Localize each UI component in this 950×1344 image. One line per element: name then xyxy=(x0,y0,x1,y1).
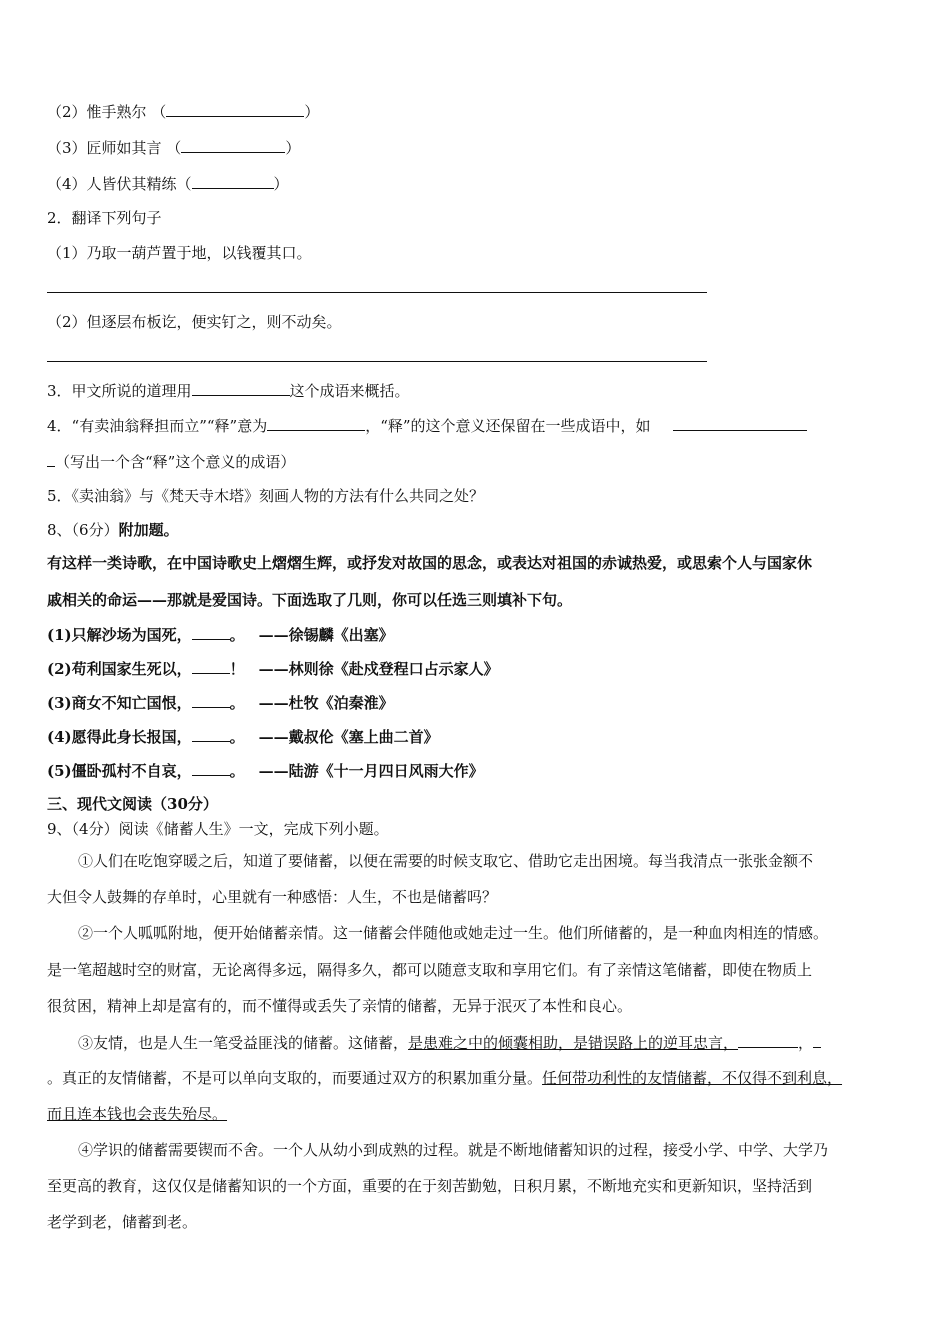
answer-blank[interactable] xyxy=(192,173,274,189)
poem-item xyxy=(47,624,394,645)
answer-line[interactable] xyxy=(47,361,707,362)
q4-part-b: ，“释”的这个意义还保留在一些成语中，如 xyxy=(365,417,651,435)
poem-item xyxy=(47,658,499,679)
q1-item-2 xyxy=(47,101,319,122)
q8-score: 8、（6分） xyxy=(47,521,119,539)
q3-text xyxy=(47,380,410,401)
q1-item-4-tail: ） xyxy=(273,175,289,193)
para-3-text: 。真正的友情储蓄，不是可以单向支取的，而要通过双方的积累加重分量。 xyxy=(47,1069,543,1087)
poem-line: (1)只解沙场为国死， xyxy=(47,626,192,644)
q2-sentence-2: （2）但逐层布板讫，便实钉之，则不动矣。 xyxy=(47,313,342,331)
q5-text: 5．《卖油翁》与《梵天寺木塔》刻画人物的方法有什么共同之处？ xyxy=(47,487,485,505)
para-3-line xyxy=(47,1068,842,1088)
poem-line: (4)愿得此身长报国， xyxy=(47,728,192,746)
q1-item-3 xyxy=(47,137,300,158)
poem-punct: 。 xyxy=(229,694,245,712)
q1-item-2-tail: ） xyxy=(304,103,320,121)
q2-sentence-1: （1）乃取一葫芦置于地，以钱覆其口。 xyxy=(47,244,312,262)
q1-item-3-label: （3）匠师如其言 （ xyxy=(47,139,182,157)
poem-line: (3)商女不知亡国恨， xyxy=(47,694,192,712)
answer-blank[interactable] xyxy=(47,451,55,467)
para-1-line: ①人们在吃饱穿暖之后，知道了要储蓄，以便在需要的时候支取它、借助它走出困境。每当我清点一张张金额不 xyxy=(78,852,814,870)
answer-line[interactable] xyxy=(47,292,707,293)
poem-source: ——陆游《十一月四日风雨大作》 xyxy=(258,762,484,780)
q3-after: 这个成语来概括。 xyxy=(289,382,410,400)
answer-blank[interactable] xyxy=(192,624,230,640)
poem-item xyxy=(47,760,484,781)
poem-item xyxy=(47,726,439,747)
answer-blank[interactable] xyxy=(192,760,230,776)
section-title: 三、现代文阅读（30分） xyxy=(47,795,218,813)
q8-title: 附加题。 xyxy=(118,521,179,539)
answer-blank[interactable] xyxy=(267,415,365,431)
poem-source: ——徐锡麟《出塞》 xyxy=(258,626,394,644)
underlined-text: 是患难之中的倾囊相助，是错误路上的逆耳忠言， xyxy=(408,1034,739,1052)
poem-punct: ！ xyxy=(229,660,245,678)
answer-blank[interactable] xyxy=(738,1032,798,1048)
answer-blank[interactable] xyxy=(192,658,230,674)
para-3-line: 而且连本钱也会丧失殆尽。 xyxy=(47,1105,228,1123)
comma-text: ， xyxy=(798,1034,814,1052)
para-4-line: ④学识的储蓄需要锲而不舍。一个人从幼小到成熟的过程。就是不断地储蓄知识的过程，接受小学、中学、大学乃 xyxy=(78,1141,829,1159)
poem-punct: 。 xyxy=(229,762,245,780)
para-2-line: 很贫困，精神上却是富有的，而不懂得或丢失了亲情的储蓄，无异于泯灭了本性和良心。 xyxy=(47,997,633,1015)
para-2-line: 是一笔超越时空的财富，无论离得多远，隔得多久，都可以随意支取和享用它们。有了亲情这笔储蓄，即使在物质上 xyxy=(47,961,813,979)
q1-item-2-label: （2）惟手熟尔 （ xyxy=(47,103,167,121)
q4-text xyxy=(47,415,807,436)
poem-source: ——戴叔伦《塞上曲二首》 xyxy=(258,728,439,746)
answer-blank[interactable] xyxy=(166,101,304,117)
q3-before: 3．甲文所说的道理用 xyxy=(47,382,192,400)
answer-blank[interactable] xyxy=(192,726,230,742)
q4-part-c: （写出一个含“释”这个意义的成语） xyxy=(55,453,296,471)
answer-blank[interactable] xyxy=(673,415,807,431)
q8-intro-2: 戚相关的命运——那就是爱国诗。下面选取了几则，你可以任选三则填补下句。 xyxy=(47,591,573,609)
para-3-line xyxy=(78,1032,821,1053)
poem-punct: 。 xyxy=(229,626,245,644)
para-4-line: 至更高的教育，这仅仅是储蓄知识的一个方面，重要的在于刻苦勤勉，日积月累，不断地充实和更新知识，坚持活到 xyxy=(47,1177,813,1195)
para-1-line: 大但令人鼓舞的存单时，心里就有一种感悟：人生，不也是储蓄吗？ xyxy=(47,888,498,906)
q1-item-3-tail: ） xyxy=(285,139,301,157)
answer-blank[interactable] xyxy=(181,137,285,153)
q4-text-cont xyxy=(47,451,295,472)
q8-heading xyxy=(47,520,179,540)
poem-punct: 。 xyxy=(229,728,245,746)
poem-line: (5)僵卧孤村不自哀， xyxy=(47,762,192,780)
q4-part-a: 4．“有卖油翁释担而立”“释”意为 xyxy=(47,417,268,435)
q1-item-4-label: （4）人皆伏其精练（ xyxy=(47,175,192,193)
underlined-text: 任何带功利性的友情储蓄，不仅得不到利息， xyxy=(542,1069,843,1087)
para-3-text: ③友情，也是人生一笔受益匪浅的储蓄。这储蓄， xyxy=(78,1034,409,1052)
answer-blank[interactable] xyxy=(192,380,290,396)
answer-blank[interactable] xyxy=(192,692,230,708)
para-2-line: ②一个人呱呱附地，便开始储蓄亲情。这一储蓄会伴随他或她走过一生。他们所储蓄的，是一种血肉相连的情感。 xyxy=(78,924,829,942)
q1-item-4 xyxy=(47,173,289,194)
q9-text: 9、（4分）阅读《储蓄人生》一文，完成下列小题。 xyxy=(47,820,389,838)
poem-line: (2)苟利国家生死以， xyxy=(47,660,192,678)
q8-intro-1: 有这样一类诗歌，在中国诗歌史上熠熠生辉，或抒发对故国的思念，或表达对祖国的赤诚热爱，或思索个人与国家休 xyxy=(47,554,813,572)
answer-blank[interactable] xyxy=(813,1032,821,1048)
poem-item xyxy=(47,692,394,713)
para-4-line: 老学到老，储蓄到老。 xyxy=(47,1213,198,1231)
poem-source: ——杜牧《泊秦淮》 xyxy=(258,694,394,712)
poem-source: ——林则徐《赴戍登程口占示家人》 xyxy=(258,660,499,678)
q2-title: 2．翻译下列句子 xyxy=(47,209,162,227)
